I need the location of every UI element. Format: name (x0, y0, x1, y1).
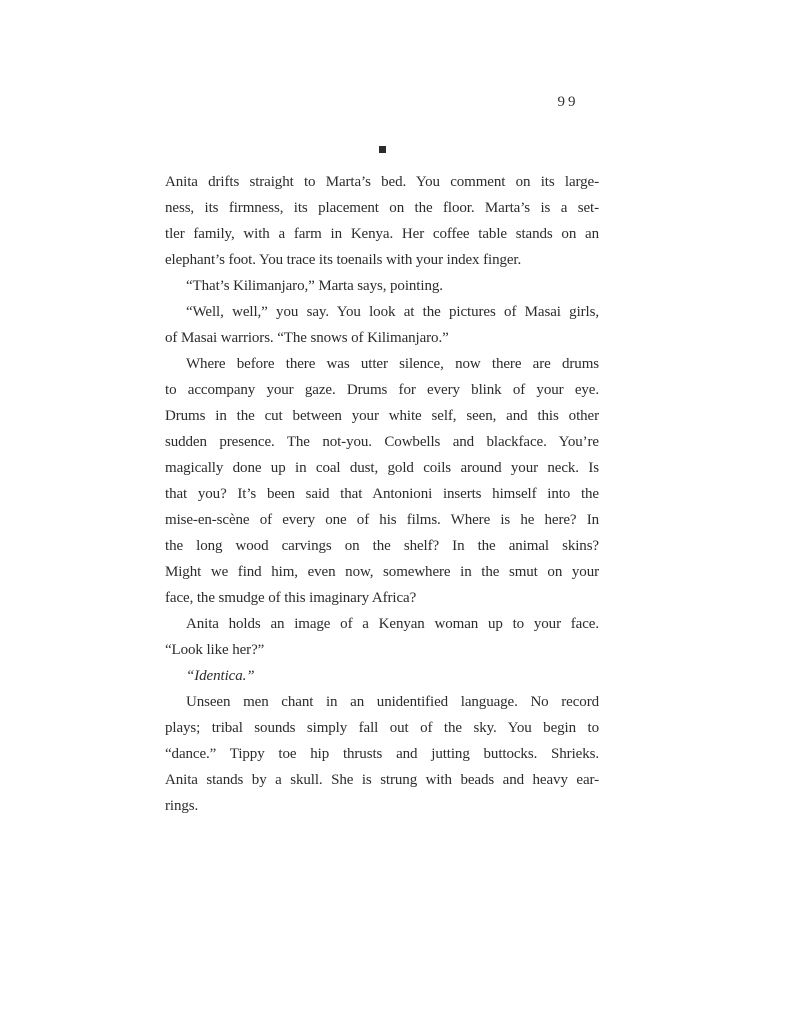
text-line: ness, its firmness, its placement on the floor. Marta’s is a set- (165, 200, 599, 216)
text-line: rings. (165, 798, 199, 814)
text-line: that you? It’s been said that Antonioni inserts himself into the (165, 486, 599, 502)
text-line: Anita stands by a skull. She is strung with beads and heavy ear- (165, 772, 599, 788)
text-line: of Masai warriors. “The snows of Kilimanjaro.” (165, 330, 449, 346)
text-line: mise-en-scène of every one of his films. Where is he here? In (165, 512, 599, 528)
text-line: face, the smudge of this imaginary Africa? (165, 590, 417, 606)
text-line: “dance.” Tippy toe hip thrusts and jutting buttocks. Shrieks. (165, 746, 599, 762)
text-line: tler family, with a farm in Kenya. Her coffee table stands on an (165, 226, 599, 242)
text-line: “Identica.” (186, 668, 255, 684)
text-line: plays; tribal sounds simply fall out of the sky. You begin to (165, 720, 599, 736)
text-line: Anita holds an image of a Kenyan woman up to your face. (186, 616, 599, 632)
text-line: Drums in the cut between your white self, seen, and this other (165, 408, 599, 424)
text-line: Unseen men chant in an unidentified language. No record (186, 694, 599, 710)
text-block (165, 169, 599, 819)
text-line: Anita drifts straight to Marta’s bed. You comment on its large- (165, 174, 599, 190)
text-line: sudden presence. The not-you. Cowbells and blackface. You’re (165, 434, 599, 450)
text-line: Where before there was utter silence, now there are drums (186, 356, 599, 372)
text-line: “Well, well,” you say. You look at the pictures of Masai girls, (186, 304, 599, 320)
text-line: the long wood carvings on the shelf? In the animal skins? (165, 538, 599, 554)
page-number: 99 (557, 94, 579, 110)
text-line: magically done up in coal dust, gold coils around your neck. Is (165, 460, 599, 476)
section-divider (165, 144, 599, 154)
text-line: elephant’s foot. You trace its toenails with your index finger. (165, 252, 522, 268)
text-line: Might we find him, even now, somewhere in the smut on your (165, 564, 599, 580)
section-divider-square-icon (379, 146, 386, 153)
text-line: “That’s Kilimanjaro,” Marta says, pointing. (186, 278, 443, 294)
text-line: to accompany your gaze. Drums for every blink of your eye. (165, 382, 599, 398)
text-line: “Look like her?” (165, 642, 265, 658)
